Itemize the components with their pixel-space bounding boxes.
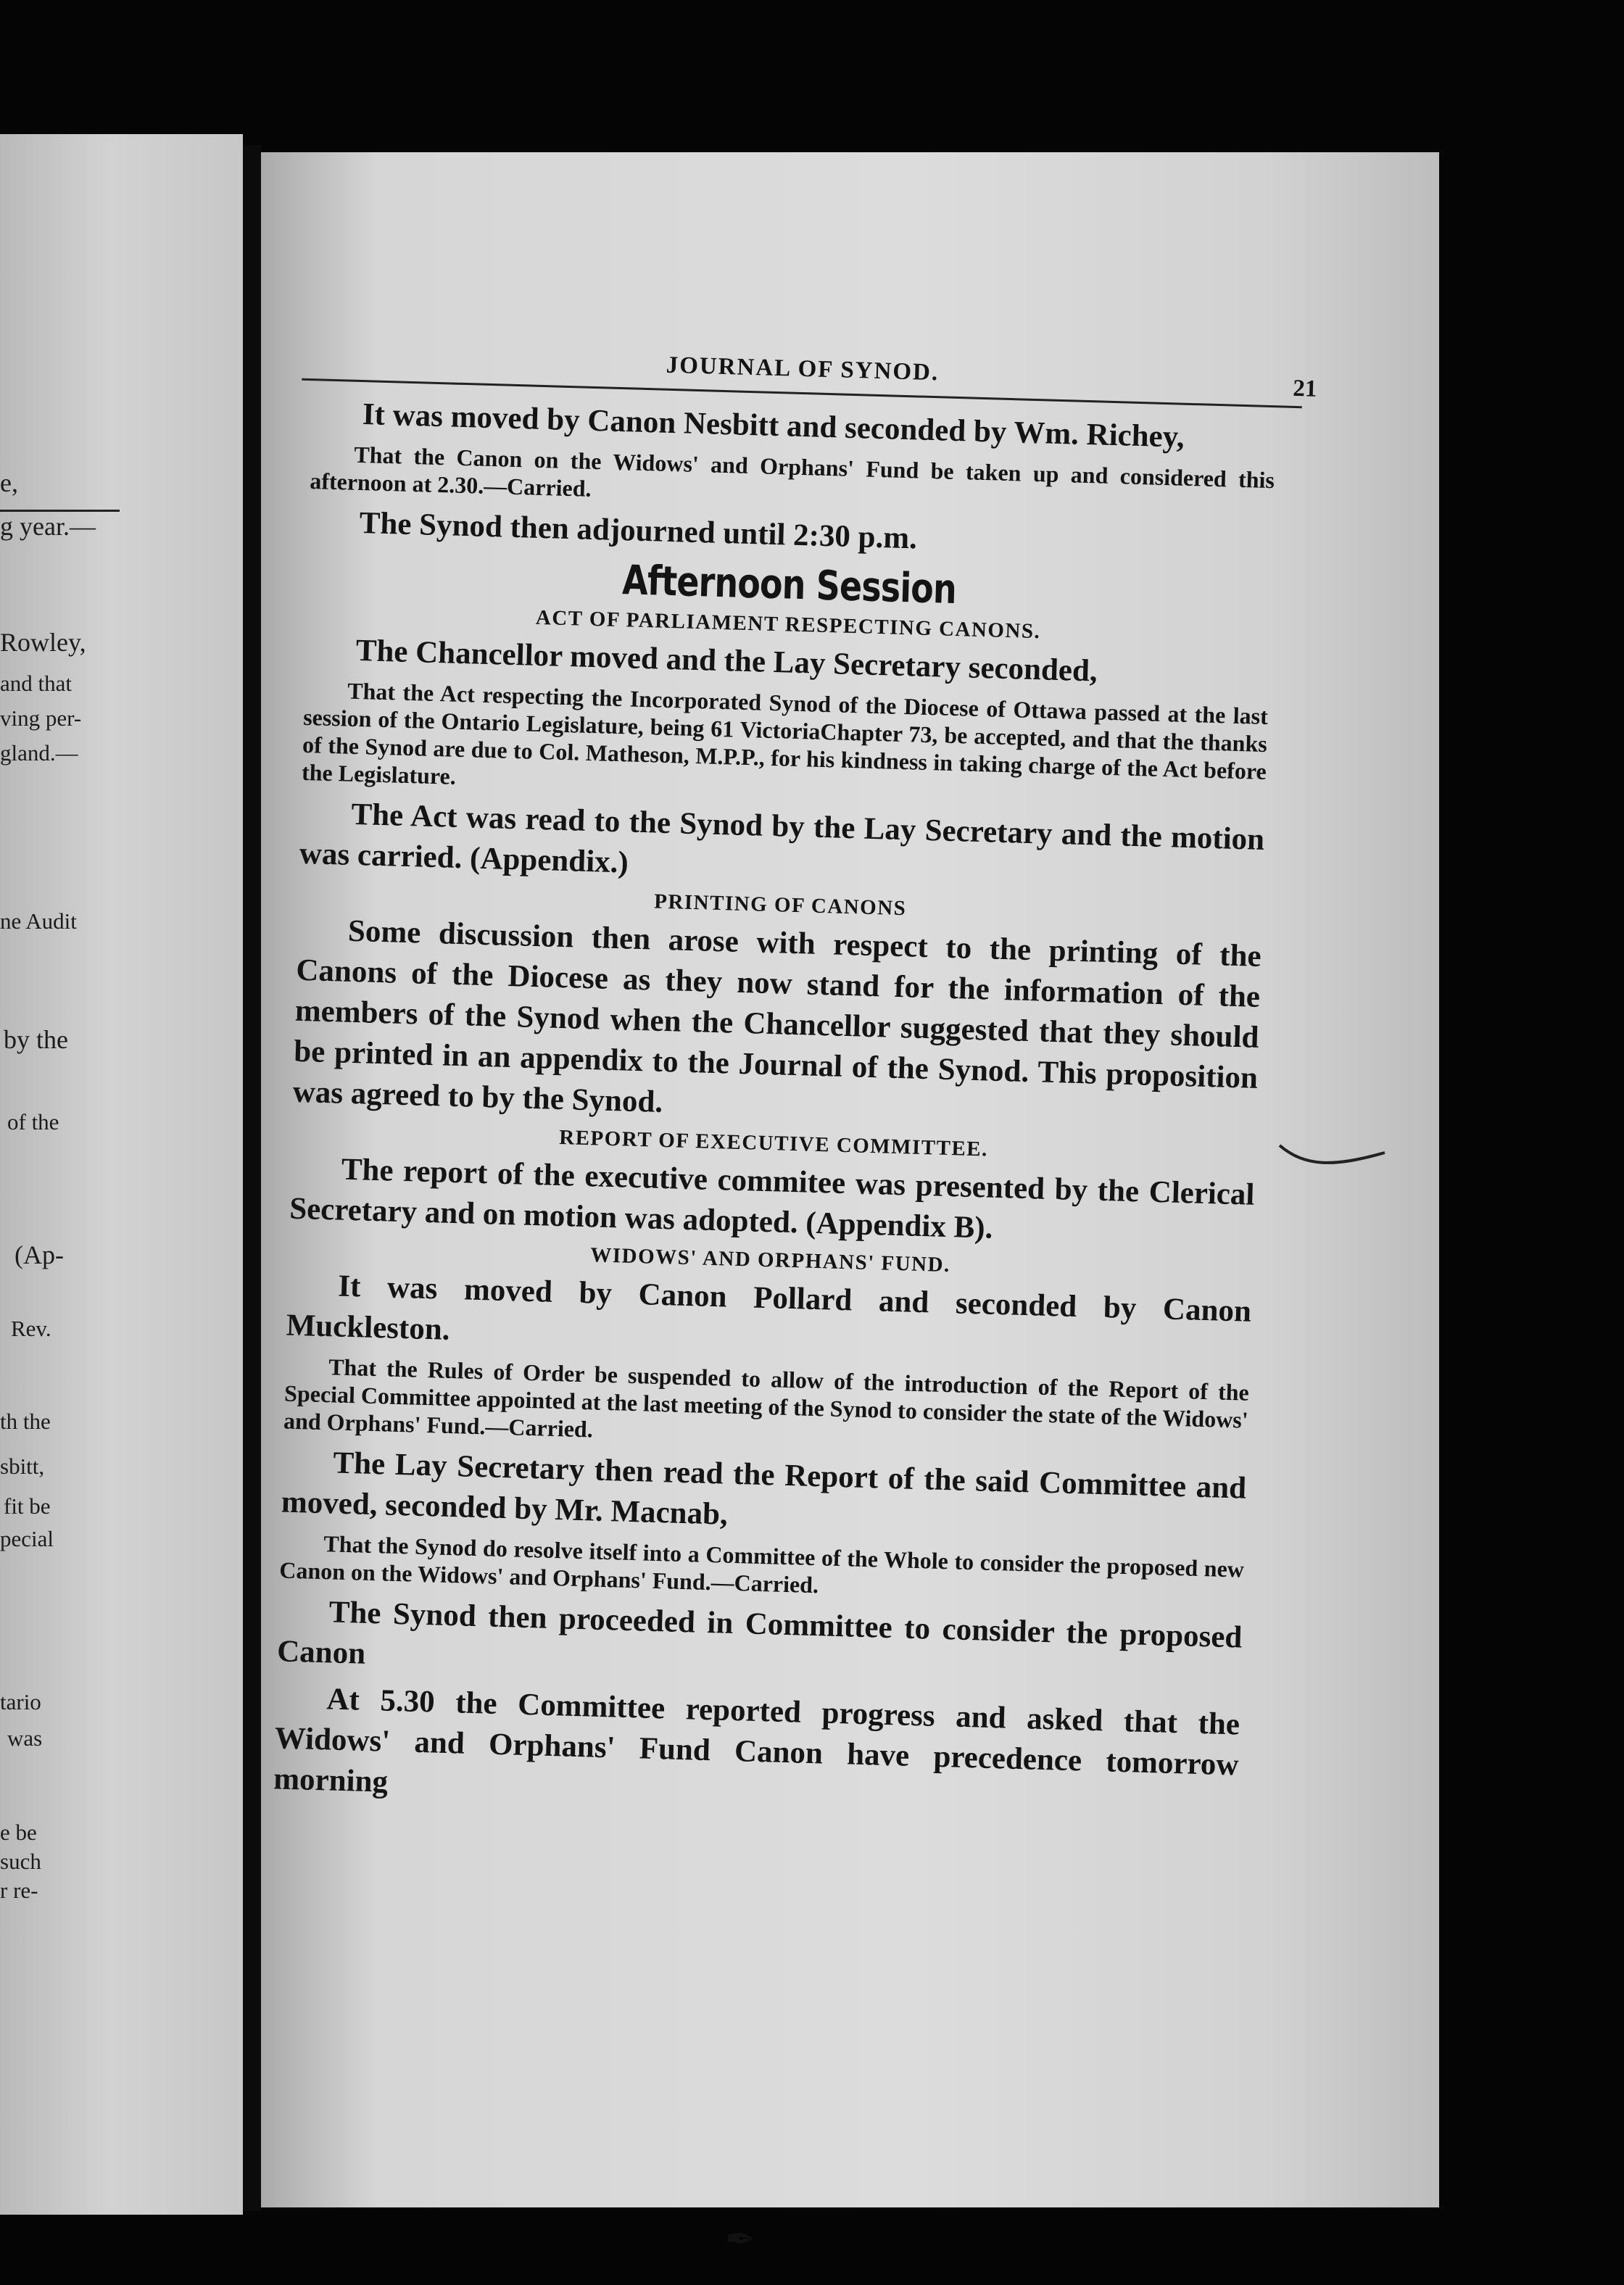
left-page-fragment: such — [0, 1849, 41, 1874]
body-paragraph: Some discussion then arose with respect to the printing of the Canons of the Diocese as they now stand for the information of the members of the Synod when the Chancellor suggested that they should be printed in an appendix to the Journal of the Synod. This proposition was agreed to by the Synod. — [292, 913, 1262, 1119]
left-page-fragment: Rev. — [11, 1316, 51, 1341]
body-paragraph: The report of the executive commitee was presented by the Clerical Secretary and on motion was adopted. (Appendix B). — [289, 1152, 1256, 1245]
left-page-fragment: of the — [7, 1109, 59, 1135]
left-page-fragment: g year.— — [0, 512, 96, 541]
running-head-title: JOURNAL OF SYNOD. — [666, 352, 940, 386]
adjournment-paragraph: The Synod then adjourned until 2:30 p.m. — [359, 505, 918, 556]
left-page-fragment: th the — [0, 1409, 51, 1434]
left-page-fragment: e be — [0, 1820, 37, 1845]
resolution-text: That the Rules of Order be suspended to allow of the introduction of the Report of the Special Committee appointed at the last meeting of the Synod to consider the state of the Widows' and Orphans' Fund.—Carried. — [283, 1353, 1250, 1443]
left-page-fragment: ne Audit — [0, 908, 77, 934]
page-content — [204, 152, 1439, 2260]
section-heading: PRINTING OF CANONS — [653, 889, 907, 921]
motion-paragraph: It was moved by Canon Pollard and seconded by Canon Muckleston. — [286, 1269, 1252, 1347]
resolution-text: That the Act respecting the Incorporated Synod of the Diocese of Ottawa passed at the last session of the Ontario Legislature, being 61 VictoriaChapter 73, be accepted, and that the thanks of the Synod are due to Col. Matheson, M.P.P., for his kindness in taking charge of the Act before the Legislature. — [301, 677, 1269, 789]
session-heading: Afternoon Session — [621, 557, 957, 613]
ink-mark: ✒ — [724, 2218, 756, 2260]
left-page-fragment: sbitt, — [0, 1453, 45, 1479]
section-heading: WIDOWS' AND ORPHANS' FUND. — [589, 1243, 951, 1277]
resolution-text: That the Canon on the Widows' and Orphans' Fund be taken up and considered this afternoon at 2.30.—Carried. — [309, 441, 1275, 502]
left-page-fragment: ving per- — [0, 705, 82, 731]
margin-pen-mark — [1276, 1138, 1392, 1182]
body-paragraph: The Act was read to the Synod by the Lay Secretary and the motion was carried. (Appendix.) — [299, 797, 1265, 880]
left-page-fragment: and that — [0, 671, 72, 696]
left-page-fragment: gland.— — [0, 740, 78, 766]
motion-paragraph: The Lay Secretary then read the Report of the said Committee and moved, seconded by Mr. Macnab, — [281, 1446, 1247, 1532]
left-page-fragment: by the — [4, 1025, 68, 1054]
journal-page — [261, 152, 1439, 2260]
page-number: 21 — [1292, 375, 1317, 402]
body-paragraph: The Synod then proceeded in Committee to consider the proposed Canon — [276, 1595, 1243, 1671]
motion-paragraph: It was moved by Canon Nesbitt and seconded by Wm. Richey, — [362, 397, 1185, 455]
section-heading: REPORT OF EXECUTIVE COMMITTEE. — [558, 1126, 989, 1161]
resolution-text: That the Synod do resolve itself into a Committee of the Whole to consider the proposed new Canon on the Widows' and Orphans' Fund.—Carried. — [278, 1530, 1245, 1598]
body-paragraph: At 5.30 the Committee reported progress and asked that the Widows' and Orphans' Fund Canon have precedence tomorrow morning — [273, 1682, 1240, 1799]
left-page — [0, 134, 243, 2215]
left-page-fragment: was — [7, 1725, 43, 1751]
left-page-fragment: e, — [0, 468, 18, 497]
left-page-fragment: (Ap- — [14, 1240, 64, 1269]
motion-paragraph: The Chancellor moved and the Lay Secretary seconded, — [355, 633, 1098, 689]
left-page-fragment: r re- — [0, 1878, 38, 1903]
left-page-fragment: fit be — [4, 1493, 51, 1519]
left-page-fragment: tario — [0, 1689, 41, 1714]
section-heading: ACT OF PARLIAMENT RESPECTING CANONS. — [535, 605, 1041, 644]
page-body — [273, 393, 1276, 1832]
left-page-fragment: pecial — [0, 1526, 54, 1551]
left-page-fragment: Rowley, — [0, 628, 86, 657]
